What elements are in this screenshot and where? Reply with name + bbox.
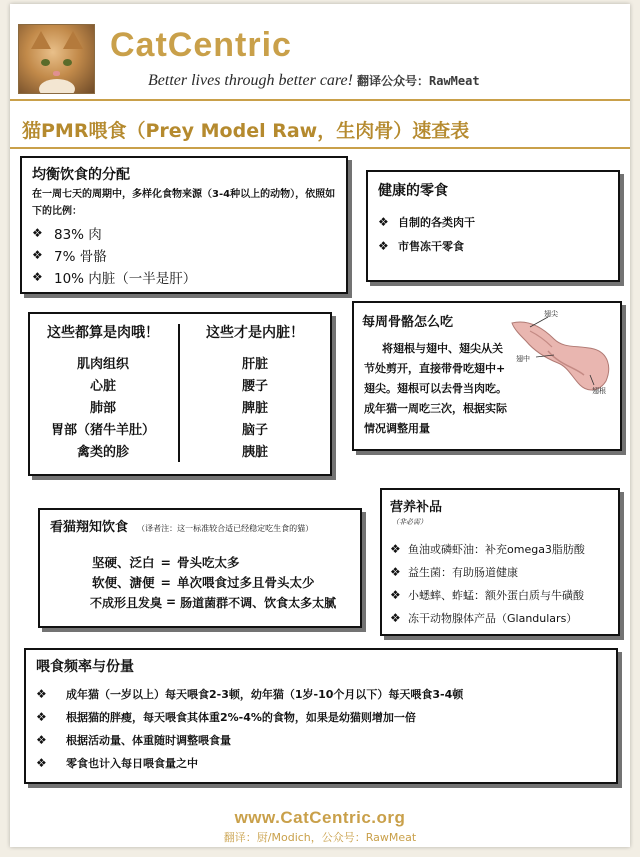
column-divider (178, 324, 180, 462)
organ-column (182, 322, 328, 464)
table-row: 软便、溏便 = 单次喂食过多且骨头太少 (92, 574, 315, 590)
list-item: ❖ 83% 肉 (32, 226, 102, 243)
list-item: ❖ 冻干动物腺体产品（Glandulars） (390, 610, 578, 625)
weekly-bones-heading: 每周骨骼怎么吃 (362, 315, 454, 330)
table-row: 坚硬、泛白 = 骨头吃太多 (92, 554, 240, 570)
diamond-bullet-icon: ❖ (378, 215, 389, 229)
translator-label: 翻译公众号： (356, 74, 429, 88)
supplements-heading: 营养补品 (390, 500, 443, 515)
list-item: 脾脏 (241, 401, 268, 416)
list-item: ❖ 根据猫的胖瘦，每天喂食其体重2%-4%的食物，如果是幼猫则增加一倍 (36, 709, 416, 724)
supplements-note: （非必需） (392, 518, 427, 526)
diamond-bullet-icon: ❖ (390, 541, 401, 556)
list-item: 胃部（猪牛羊肚） (50, 423, 155, 438)
diamond-bullet-icon: ❖ (390, 587, 401, 602)
diamond-bullet-icon: ❖ (36, 709, 47, 724)
supplements-box (380, 488, 620, 636)
list-item: 禽类的胗 (76, 445, 129, 460)
brand-logo: CatCentric (110, 26, 292, 64)
feeding-frequency-heading: 喂食频率与份量 (36, 659, 134, 675)
diamond-bullet-icon: ❖ (36, 755, 47, 770)
footer-credit: 翻译：厨/Modich，公众号：RawMeat (223, 831, 417, 844)
wing-middle-label: 翅中 (516, 355, 530, 363)
diamond-bullet-icon: ❖ (32, 248, 43, 262)
diamond-bullet-icon: ❖ (36, 686, 47, 701)
tagline-text: Better lives through better care! (148, 72, 353, 89)
footer-url: www.CatCentric.org (234, 808, 406, 827)
chicken-wing-image (508, 309, 616, 397)
list-item: ❖ 小蟋蟀、蚱蜢：额外蛋白质与牛磺酸 (390, 587, 584, 602)
tagline (148, 72, 480, 90)
cat-logo-photo (18, 24, 95, 94)
list-item: 肌肉组织 (76, 357, 129, 372)
list-item: ❖ 自制的各类肉干 (378, 215, 475, 229)
feeding-frequency-box (24, 648, 618, 784)
list-item: 脑子 (241, 423, 268, 438)
list-item: 腰子 (241, 379, 268, 394)
list-item: ❖ 10% 内脏（一半是肝） (32, 270, 197, 287)
list-item: 胰脏 (241, 445, 268, 460)
title-divider (10, 147, 630, 149)
page-title: 猫PMR喂食（Prey Model Raw，生肉骨）速查表 (22, 120, 470, 142)
diamond-bullet-icon: ❖ (36, 732, 47, 747)
stool-guide-heading: 看猫翔知饮食 (50, 520, 129, 535)
balanced-diet-description: 在一周七天的周期中，多样化食物来源（3-4种以上的动物），依照如下的比例： (32, 189, 336, 217)
balanced-diet-heading: 均衡饮食的分配 (32, 167, 130, 183)
list-item: ❖ 7% 骨骼 (32, 248, 107, 265)
diamond-bullet-icon: ❖ (390, 610, 401, 625)
meat-vs-organ-box (28, 312, 332, 476)
diamond-bullet-icon: ❖ (390, 564, 401, 579)
wing-tip-label: 翅尖 (544, 310, 558, 318)
weekly-bones-text: 将翅根与翅中、翅尖从关 节处剪开，直接带骨吃翅中+ 翅尖。翅根可以去骨当肉吃。 成年猫一周吃三次，根据实际 情况调整用量 (364, 342, 507, 435)
diamond-bullet-icon: ❖ (32, 270, 43, 284)
weekly-bones-box (352, 301, 622, 451)
meat-column (30, 322, 176, 464)
healthy-snacks-heading: 健康的零食 (378, 183, 448, 199)
list-item: 肝脏 (241, 357, 268, 372)
list-item: ❖ 益生菌：有助肠道健康 (390, 564, 518, 579)
stool-guide-note: （译者注：这一标准较合适已经稳定吃生食的猫） (137, 524, 314, 533)
list-item: ❖ 根据活动量、体重随时调整喂食量 (36, 732, 231, 747)
list-item: 心脏 (89, 379, 116, 394)
translator-account: RawMeat (429, 74, 480, 88)
balanced-diet-box (20, 156, 348, 294)
diamond-bullet-icon: ❖ (32, 226, 43, 240)
meat-heading: 这些都算是肉哦！ (47, 325, 159, 341)
diamond-bullet-icon: ❖ (378, 239, 389, 253)
list-item: ❖ 零食也计入每日喂食量之中 (36, 755, 198, 770)
list-item: ❖ 成年猫（一岁以上）每天喂食2-3顿，幼年猫（1岁-10个月以下）每天喂食3-4顿 (36, 686, 464, 701)
list-item: ❖ 鱼油或磷虾油：补充omega3脂肪酸 (390, 541, 585, 556)
header-divider (10, 99, 630, 101)
wing-root-label: 翅根 (592, 387, 606, 395)
stool-guide-box (38, 508, 362, 628)
page (10, 4, 630, 847)
healthy-snacks-box (366, 170, 620, 282)
header (10, 4, 630, 99)
list-item: ❖ 市售冻干零食 (378, 239, 464, 253)
organ-heading: 这些才是内脏！ (206, 325, 304, 341)
list-item: 肺部 (89, 401, 116, 416)
table-row: 不成形且发臭 = 肠道菌群不调、饮食太多太腻 (90, 595, 337, 610)
